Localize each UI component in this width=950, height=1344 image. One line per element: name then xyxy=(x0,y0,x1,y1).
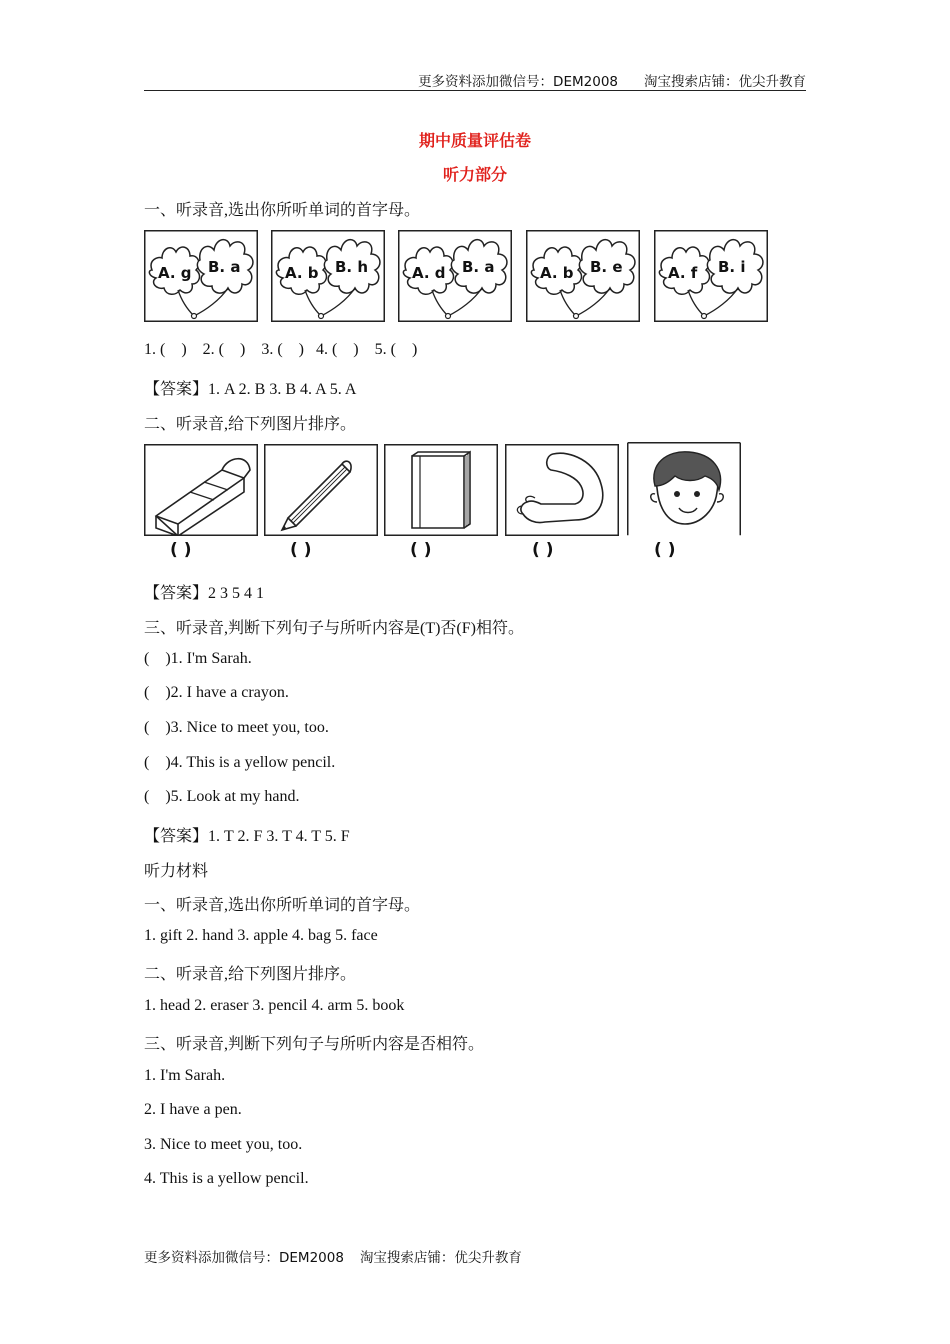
section1-instruction: 一、听录音,选出你所听单词的首字母。 xyxy=(144,202,421,219)
leaf-option-3 xyxy=(398,230,512,322)
material-s3-instruction: 三、听录音,判断下列句子与所听内容是否相符。 xyxy=(144,1036,485,1053)
page-footer xyxy=(144,1246,522,1266)
option-a-label: A. b xyxy=(285,264,319,282)
pencil-picture xyxy=(264,444,378,536)
material-heading: 听力材料 xyxy=(144,863,209,880)
leaf-option-2 xyxy=(271,230,385,322)
option-b-label: B. a xyxy=(462,258,495,276)
section2-instruction: 二、听录音,给下列图片排序。 xyxy=(144,416,357,433)
option-a-label: A. f xyxy=(668,264,698,282)
leaf-option-1 xyxy=(144,230,258,322)
material-s3-item: 1. I'm Sarah. xyxy=(144,1067,226,1084)
header-rule xyxy=(144,90,806,91)
eraser-picture xyxy=(144,444,258,536)
section2-answer: 【答案】2 3 5 4 1 xyxy=(144,585,265,602)
material-s1-words: 1. gift 2. hand 3. apple 4. bag 5. face xyxy=(144,927,378,944)
material-s2-words: 1. head 2. eraser 3. pencil 4. arm 5. book xyxy=(144,997,405,1014)
section1-answer: 【答案】1. A 2. B 3. B 4. A 5. A xyxy=(144,381,357,398)
picture-5-blank: ( ) xyxy=(654,540,676,560)
section3-instruction: 三、听录音,判断下列句子与所听内容是(T)否(F)相符。 xyxy=(144,620,524,637)
picture-3-blank: ( ) xyxy=(410,540,432,560)
section3-item: ( )1. I'm Sarah. xyxy=(144,650,252,667)
option-b-label: B. i xyxy=(718,258,746,276)
header-wechat: 更多资料添加微信号：DEM2008 xyxy=(418,74,618,90)
section3-item: ( )5. Look at my hand. xyxy=(144,788,300,805)
footer-shop: 淘宝搜索店铺：优尖升教育 xyxy=(359,1250,522,1266)
page-subtitle: 听力部分 xyxy=(442,165,507,184)
picture-2-blank: ( ) xyxy=(290,540,312,560)
picture-1-blank: ( ) xyxy=(170,540,192,560)
picture-4-blank: ( ) xyxy=(532,540,554,560)
section3-answer: 【答案】1. T 2. F 3. T 4. T 5. F xyxy=(144,828,350,845)
material-s2-instruction: 二、听录音,给下列图片排序。 xyxy=(144,966,357,983)
material-s3-item: 2. I have a pen. xyxy=(144,1101,242,1118)
section3-item: ( )2. I have a crayon. xyxy=(144,684,289,701)
footer-wechat: 更多资料添加微信号：DEM2008 xyxy=(144,1250,344,1266)
head-picture xyxy=(627,442,741,536)
option-a-label: A. b xyxy=(540,264,574,282)
leaf-option-4 xyxy=(526,230,640,322)
arm-picture xyxy=(505,444,619,536)
material-s3-item: 4. This is a yellow pencil. xyxy=(144,1170,309,1187)
section3-item: ( )3. Nice to meet you, too. xyxy=(144,719,329,736)
material-s3-item: 3. Nice to meet you, too. xyxy=(144,1136,303,1153)
section1-blanks: 1. ( ) 2. ( ) 3. ( ) 4. ( ) 5. ( ) xyxy=(144,341,418,358)
option-b-label: B. a xyxy=(208,258,241,276)
option-a-label: A. d xyxy=(412,264,446,282)
section3-item: ( )4. This is a yellow pencil. xyxy=(144,754,336,771)
page-title: 期中质量评估卷 xyxy=(418,131,531,150)
page-header xyxy=(144,70,806,90)
material-s1-instruction: 一、听录音,选出你所听单词的首字母。 xyxy=(144,897,421,914)
leaf-option-5 xyxy=(654,230,768,322)
option-b-label: B. h xyxy=(335,258,369,276)
header-shop: 淘宝搜索店铺：优尖升教育 xyxy=(644,74,806,90)
option-a-label: A. g xyxy=(158,264,192,282)
book-picture xyxy=(384,444,498,536)
option-b-label: B. e xyxy=(590,258,623,276)
